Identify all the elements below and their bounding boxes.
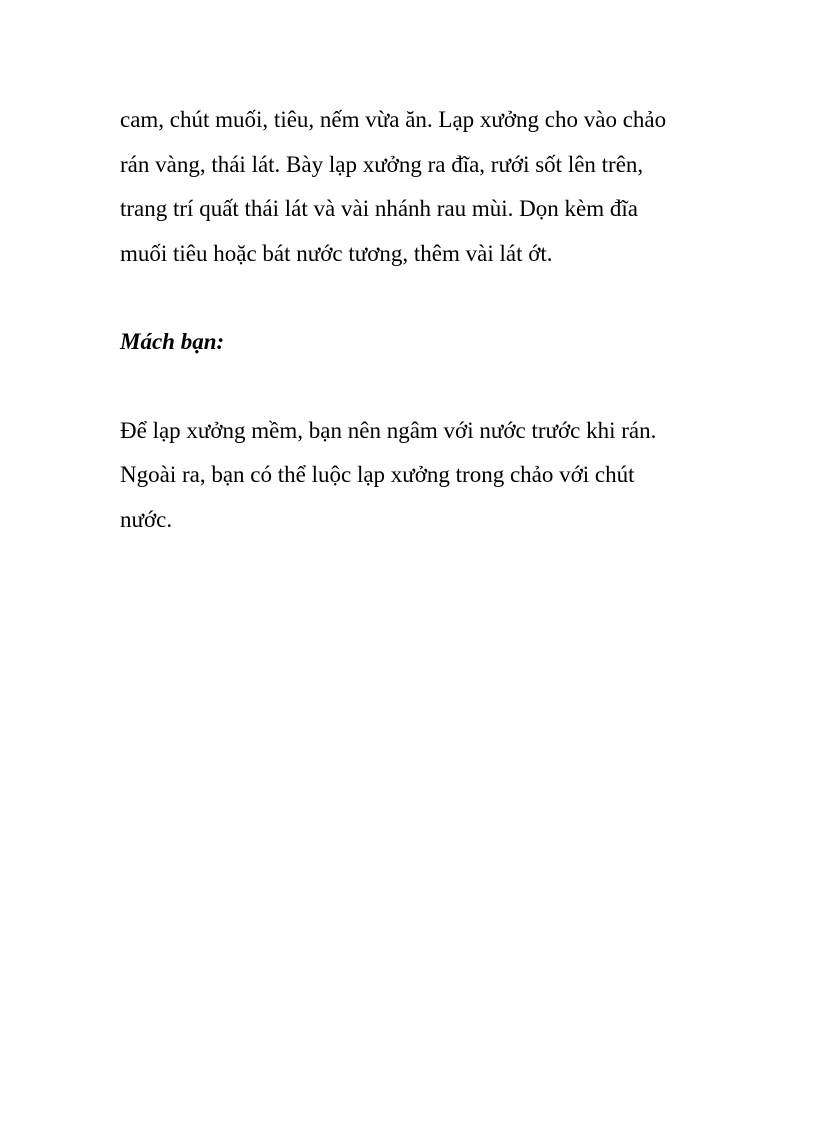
paragraph-spacing [120, 365, 720, 409]
tip-heading: Mách bạn: [120, 329, 225, 354]
text-line: rán vàng, thái lát. Bày lạp xưởng ra đĩa, rưới sốt lên trên, [120, 151, 644, 177]
page-content [120, 98, 720, 542]
paragraph-spacing [120, 276, 720, 320]
text-line: nước. [120, 506, 173, 532]
tip-paragraph [120, 409, 720, 543]
text-line: trang trí quất thái lát và vài nhánh rau mùi. Dọn kèm đĩa [120, 196, 638, 221]
text-line: muối tiêu hoặc bát nước tương, thêm vài lát ớt. [120, 240, 553, 266]
text-line: cam, chút muối, tiêu, nếm vừa ăn. Lạp xưởng cho vào chảo [120, 107, 667, 132]
text-line: Để lạp xưởng mềm, bạn nên ngâm với nước trước khi rán. [120, 417, 657, 443]
text-line: Ngoài ra, bạn có thể luộc lạp xưởng trong chảo với chút [120, 462, 635, 487]
recipe-paragraph [120, 98, 720, 276]
